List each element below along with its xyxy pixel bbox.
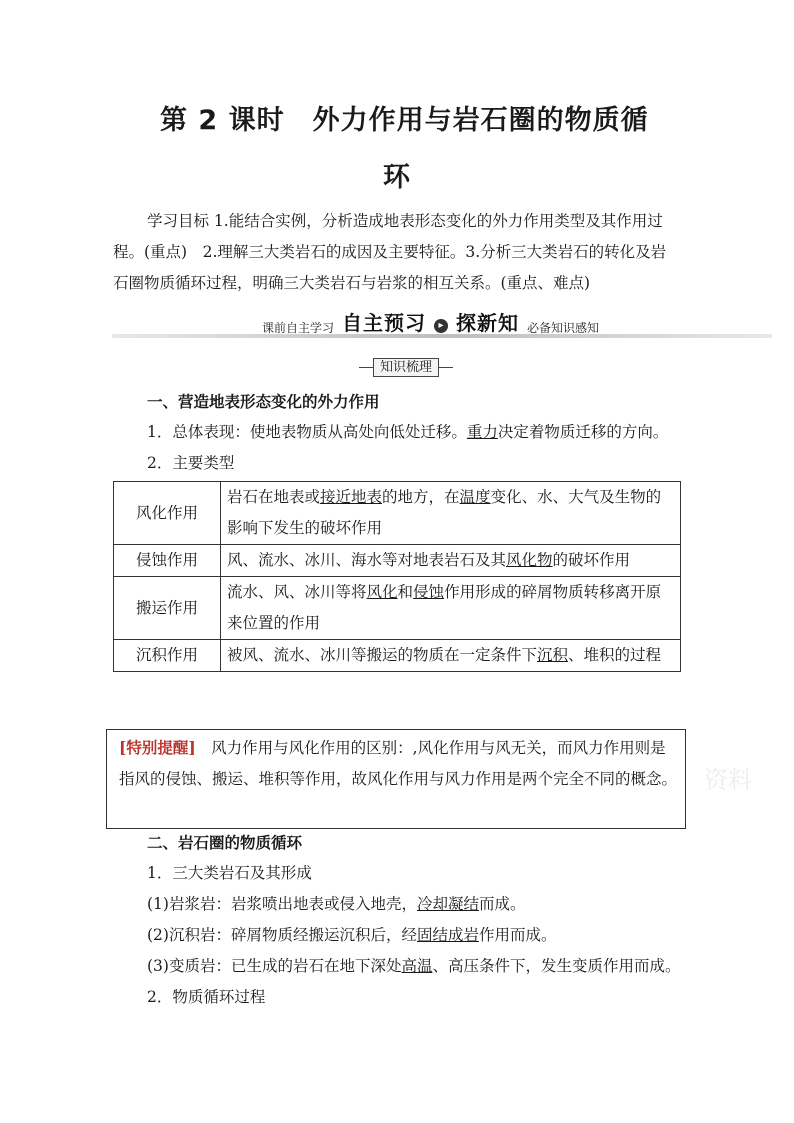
section-1-item-1: 1．总体表现：使地表物质从高处向低处迁移。重力决定着物质迁移的方向。 (147, 423, 669, 441)
rock-metamorphic: (3)变质岩：已生成的岩石在地下深处高温、高压条件下，发生变质作用而成。 (147, 957, 681, 975)
type-name: 风化作用 (114, 482, 221, 545)
knowledge-tag: 知识梳理 (359, 358, 453, 377)
section-2-heading: 二、岩石圈的物质循环 (147, 833, 303, 852)
section-1-item-2: 2．主要类型 (147, 454, 235, 472)
section-2-item-2: 2．物质循环过程 (147, 988, 266, 1006)
erosion-types-table (113, 481, 681, 672)
type-description: 风、流水、冰川、海水等对地表岩石及其风化物的破坏作用 (221, 545, 681, 577)
type-name: 沉积作用 (114, 640, 221, 672)
type-description: 流水、风、冰川等将风化和侵蚀作用形成的碎屑物质转移离开原来位置的作用 (221, 577, 681, 640)
special-reminder-box (106, 729, 686, 829)
section-1-heading: 一、营造地表形态变化的外力作用 (147, 392, 380, 411)
type-name: 搬运作用 (114, 577, 221, 640)
banner-right-label: 必备知识感知 (527, 321, 600, 335)
section-2-item-1: 1．三大类岩石及其形成 (147, 864, 312, 882)
reminder-tag: [特别提醒] (119, 738, 196, 757)
objectives-line-1: 学习目标 1.能结合实例，分析造成地表形态变化的外力作用类型及其作用过 (147, 212, 663, 230)
table-row (114, 482, 681, 545)
objectives-line-2: 程。(重点) 2.理解三大类岩石的成因及主要特征。3.分析三大类岩石的转化及岩 (113, 243, 667, 261)
page-title-continued: 环 (383, 162, 411, 193)
table-row (114, 640, 681, 672)
table-row (114, 577, 681, 640)
rock-sedimentary: (2)沉积岩：碎屑物质经搬运沉积后，经固结成岩作用而成。 (147, 926, 557, 944)
rock-igneous: (1)岩浆岩：岩浆喷出地表或侵入地壳，冷却凝结而成。 (147, 895, 526, 913)
table-row (114, 545, 681, 577)
type-description: 被风、流水、冰川等搬运的物质在一定条件下沉积、堆积的过程 (221, 640, 681, 672)
type-name: 侵蚀作用 (114, 545, 221, 577)
banner-left-label: 课前自主学习 (262, 321, 335, 335)
watermark: 资料 (704, 766, 752, 794)
banner-title-1: 自主预习 (342, 311, 427, 335)
reminder-text: 风力作用与风化作用的区别：,风化作用与风无关，而风力作用则是指风的侵蚀、搬运、堆积等作用，故风化作用与风力作用是两个完全不同的概念。 (119, 739, 678, 788)
arrow-icon: ▸ (434, 319, 448, 333)
banner-title-2: 探新知 (456, 311, 520, 335)
page-title: 第 2 课时 外力作用与岩石圈的物质循 (160, 105, 649, 136)
type-description: 岩石在地表或接近地表的地方，在温度变化、水、大气及生物的影响下发生的破坏作用 (221, 482, 681, 545)
section-banner (262, 310, 599, 336)
objectives-line-3: 石圈物质循环过程，明确三大类岩石与岩浆的相互关系。(重点、难点) (113, 274, 591, 292)
